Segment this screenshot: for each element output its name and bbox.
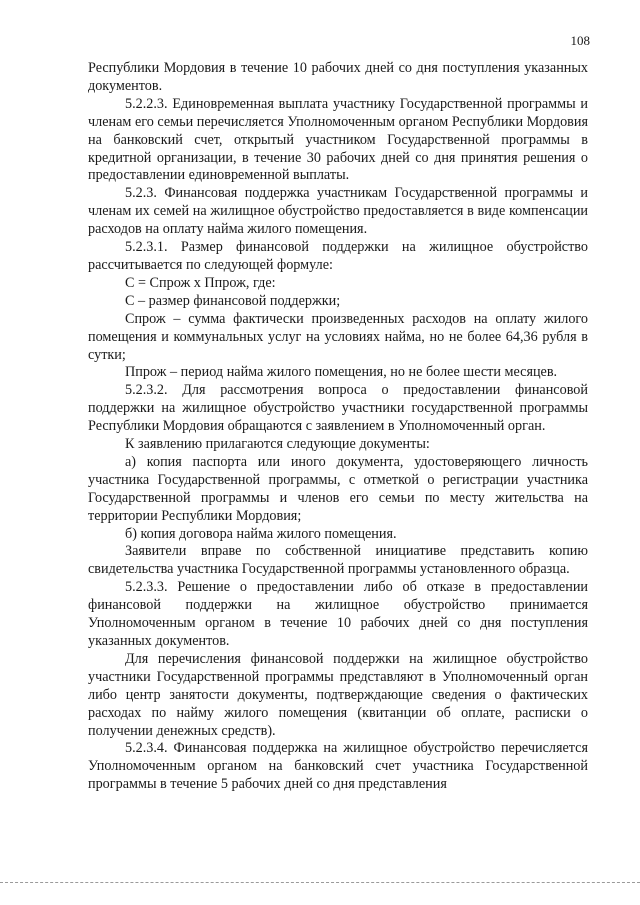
page-number: 108 (570, 33, 590, 48)
paragraph: Ппрож – период найма жилого помещения, но не более шести месяцев. (125, 364, 558, 381)
paragraph: 5.2.3.3. Решение о предоставлении либо об отказе в предоставлении финансовой поддержки на жилищное обустройство принимается Уполномоченным органом в течение 10 рабочих дней со дня поступления указанных документов. (88, 579, 588, 649)
paragraph: Заявители вправе по собственной инициативе представить копию свидетельства участника Государственной программы установленного образца. (88, 543, 588, 578)
paragraph: К заявлению прилагаются следующие документы: (125, 436, 430, 453)
bottom-divider (0, 882, 640, 883)
paragraph: 5.2.3.2. Для рассмотрения вопроса о предоставлении финансовой поддержки на жилищное обустройство участники государственной программы Республики Мордовия обращаются с заявлением в Уполномоченный орган. (88, 382, 588, 435)
paragraph: Для перечисления финансовой поддержки на жилищное обустройство участники Государственной программы представляют в Уполномоченный орган либо центр занятости документы, подтверждающие сведения о фактических расходах по найму жилого помещения (квитанции об оплате, расписки о получении денежных средств). (88, 650, 588, 739)
paragraph: Республики Мордовия в течение 10 рабочих дней со дня поступления указанных документов. (88, 60, 588, 94)
paragraph: 5.2.2.3. Единовременная выплата участнику Государственной программы и членам его семьи перечисляется Уполномоченным органом Республики Мордовия на банковский счет, открытый участником Государственной программы в кредитной организации, в течение 30 рабочих дней со дня принятия решения о предоставлении единовременной выплаты. (88, 95, 588, 184)
paragraph: С = Спрож х Ппрож, где: (125, 274, 276, 291)
paragraph: 5.2.3. Финансовая поддержка участникам Государственной программы и членам их семей на жилищное обустройство предоставляется в виде компенсации расходов на оплату найма жилого помещения. (88, 185, 588, 238)
document-body (88, 60, 588, 794)
paragraph: 5.2.3.4. Финансовая поддержка на жилищное обустройство перечисляется Уполномоченным органом на банковский счет участника Государственной программы в течение 5 рабочих дней со дня представления (88, 740, 588, 793)
paragraph: 5.2.3.1. Размер финансовой поддержки на жилищное обустройство рассчитывается по следующей формуле: (88, 239, 588, 273)
paragraph: б) копия договора найма жилого помещения. (125, 525, 397, 542)
paragraph: Спрож – сумма фактически произведенных расходов на оплату жилого помещения и коммунальных услуг на условиях найма, но не более 64,36 рубля в сутки; (88, 310, 588, 363)
paragraph: С – размер финансовой поддержки; (125, 292, 341, 309)
paragraph: а) копия паспорта или иного документа, удостоверяющего личность участника Государственной программы, с отметкой о регистрации участника Государственной программы и членов его семьи по месту жительства на территории Республики Мордовия; (88, 453, 588, 524)
